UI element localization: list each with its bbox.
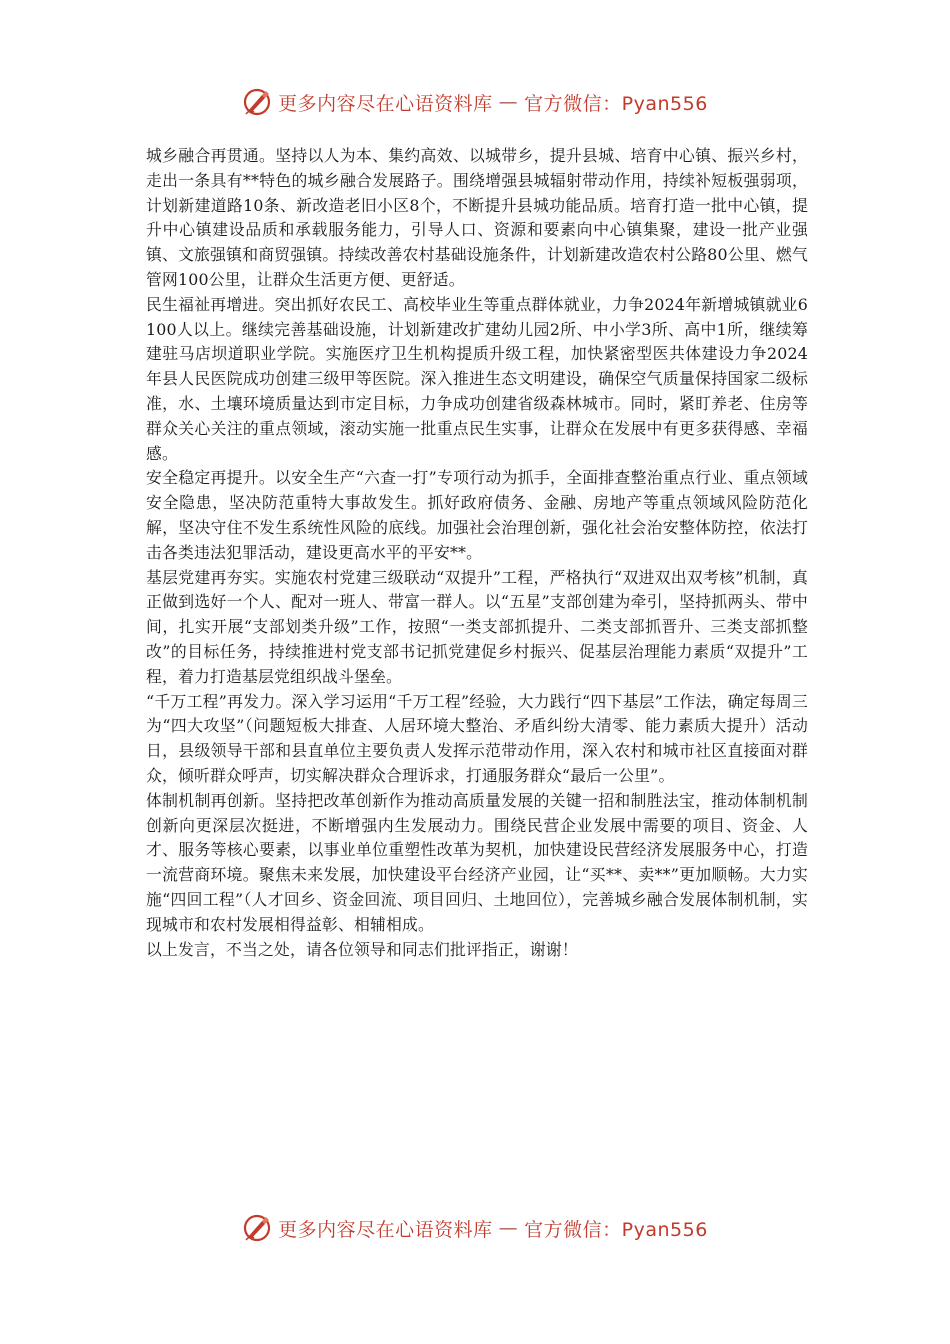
paragraph-safety-stability: 安全稳定再提升。以安全生产“六查一打”专项行动为抓手，全面排查整治重点行业、重点领域安全隐患，坚决防范重特大事故发生。抓好政府债务、金融、房地产等重点领域风险防范化解，坚决守住不发生系统性风险的底线。加强社会治理创新，强化社会治安整体防控，依法打击各类违法犯罪活动，建设更高水平的平安**。 <box>146 468 808 562</box>
watermark-separator: — <box>498 1217 519 1239</box>
paragraph-institutional-innovation: 体制机制再创新。坚持把改革创新作为推动高质量发展的关键一招和制胜法宝，推动体制机制创新向更深层次挺进，不断增强内生发展动力。围绕民营企业发展中需要的项目、资金、人才、服务等核心要素，以事业单位重塑性改革为契机，加快建设民营经济发展服务中心，打造一流营商环境。聚焦未来发展，加快建设平台经济产业园，让“买**、卖**”更加顺畅。大力实施“四回工程”（人才回乡、资金回流、项目回归、土地回位），完善城乡融合发展体制机制，实现城市和农村发展相得益彰、相辅相成。 <box>146 790 808 934</box>
paragraph-ten-million-project: “千万工程”再发力。深入学习运用“千万工程”经验，大力践行“四下基层”工作法，确定每周三为“四大攻坚”（问题短板大排查、人居环境大整治、矛盾纠纷大清零、能力素质大提升）活动日，县级领导干部和县直单位主要负责人发挥示范带动作用，深入农村和城市社区直接面对群众，倾听群众呼声，切实解决群众合理诉求，打通服务群众“最后一公里”。 <box>146 691 808 785</box>
paragraph-urban-rural-integration: 城乡融合再贯通。坚持以人为本、集约高效、以城带乡，提升县城、培育中心镇、振兴乡村，走出一条具有**特色的城乡融合发展路子。围绕增强县城辐射带动作用，持续补短板强弱项，计划新建道路10条、新改造老旧小区8个，不断提升县城功能品质。培育打造一批中心镇，提升中心镇建设品质和承载服务能力，引导人口、资源和要素向中心镇集聚，建设一批产业强镇、文旅强镇和商贸强镇。持续改善农村基础设施条件，计划新建改造农村公路80公里、燃气管网100公里，让群众生活更方便、更舒适。 <box>146 146 808 289</box>
pen-circle-logo-icon <box>242 1213 272 1243</box>
document-body <box>146 144 808 962</box>
paragraph-livelihood: 民生福祉再增进。突出抓好农民工、高校毕业生等重点群体就业，力争2024年新增城镇就业6100人以上。继续完善基础设施，计划新建改扩建幼儿园2所、中小学3所、高中1所，继续筹建驻马店坝道职业学院。实施医疗卫生机构提质升级工程，加快紧密型医共体建设力争2024年县人民医院成功创建三级甲等医院。深入推进生态文明建设，确保空气质量保持国家二级标准，水、土壤环境质量达到市定目标，力争成功创建省级森林城市。同时，紧盯养老、住房等群众关心关注的重点领域，滚动实施一批重点民生实事，让群众在发展中有更多获得感、幸福感。 <box>146 294 808 463</box>
watermark-brand-text: 更多内容尽在心语资料库 <box>278 1218 493 1241</box>
header-watermark <box>0 84 950 120</box>
footer-watermark <box>0 1210 950 1246</box>
watermark-brand-text: 更多内容尽在心语资料库 <box>278 92 493 115</box>
pen-circle-logo-icon <box>242 87 272 117</box>
paragraph-closing: 以上发言，不当之处，请各位领导和同志们批评指正，谢谢！ <box>146 939 578 959</box>
watermark-separator: — <box>498 91 519 113</box>
paragraph-party-building: 基层党建再夯实。实施农村党建三级联动“双提升”工程，严格执行“双进双出双考核”机制，真正做到选好一个人、配对一班人、带富一群人。以“五星”支部创建为牵引，坚持抓两头、带中间，扎实开展“支部划类升级”工作，按照“一类支部抓提升、二类支部抓晋升、三类支部抓整改”的目标任务，持续推进村党支部书记抓党建促乡村振兴、促基层治理能力素质“双提升”工程，着力打造基层党组织战斗堡垒。 <box>146 567 808 686</box>
watermark-contact-text: 官方微信：Pyan556 <box>524 1218 708 1241</box>
watermark-contact-text: 官方微信：Pyan556 <box>524 92 708 115</box>
